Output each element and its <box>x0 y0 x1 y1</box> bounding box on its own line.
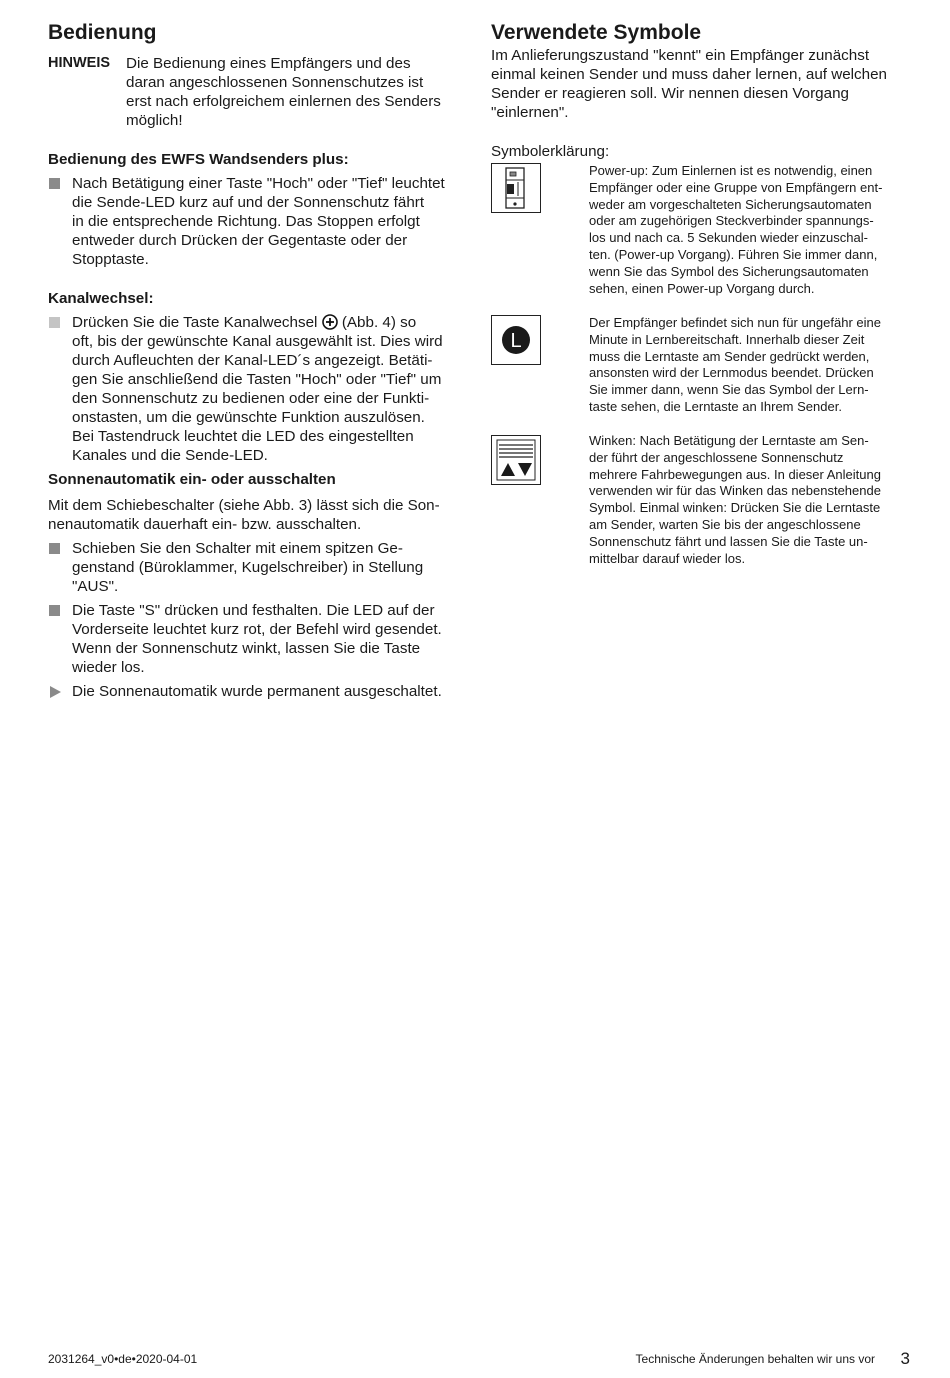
footer-notice: Technische Änderungen behalten wir uns vor <box>635 1352 875 1366</box>
text-line: Bei Tastendruck leuchtet die LED des eingestellten <box>72 428 414 445</box>
text-line: erst nach erfolgreichem einlernen des Senders <box>126 93 441 110</box>
hinweis-label: HINWEIS <box>48 55 111 71</box>
text-line: den Sonnenschutz zu bedienen oder eine der Funkti- <box>72 390 430 407</box>
text-line: Mit dem Schiebeschalter (siehe Abb. 3) lässt sich die Son- <box>48 497 440 514</box>
result-item <box>48 682 468 701</box>
winken-shutter-icon <box>491 435 541 485</box>
list-item <box>48 601 468 677</box>
text-line: onstasten, um die gewünschte Funktion auszulösen. <box>72 409 425 426</box>
text-line: genstand (Büroklammer, Kugelschreiber) in Stellung <box>72 559 424 576</box>
text-line: "AUS". <box>72 578 119 595</box>
left-column <box>48 20 468 701</box>
text-line: Die Taste "S" drücken und festhalten. Die LED auf der <box>72 602 435 619</box>
text-line: mittelbar darauf wieder los. <box>589 550 746 566</box>
text-line: sehen, einen Power-up Vorgang durch. <box>589 280 815 296</box>
text-line: weder am vorgeschalteten Sicherungsautomaten <box>589 196 872 212</box>
learn-letter: L <box>510 330 522 352</box>
text-line: Empfänger oder eine Gruppe von Empfängern ent- <box>589 179 883 195</box>
text-line: ansonsten wird der Lernmodus beendet. Drücken <box>589 365 874 381</box>
list-item <box>48 539 468 596</box>
text-line: Sonnenschutz fährt und lassen Sie die Taste un- <box>589 533 868 549</box>
text-line: Kanales und die Sende-LED. <box>72 447 268 464</box>
text-line: ten. (Power-up Vorgang). Führen Sie immer dann, <box>589 246 878 262</box>
paragraph <box>48 496 468 534</box>
text-line: der führt der angeschlossene Sonnenschutz <box>589 449 844 465</box>
list-item <box>48 174 468 269</box>
text-line: muss die Lerntaste am Sender gedrückt werden, <box>589 348 870 364</box>
text-line: Vorderseite leuchtet kurz rot, der Befehl wird gesendet. <box>72 621 442 638</box>
hinweis-text <box>126 54 441 130</box>
text-line: mehrere Fahrbewegungen aus. In dieser Anleitung <box>589 466 881 482</box>
bullet-square-icon <box>49 178 60 189</box>
text-line: am Sender, warten Sie bis der angeschlossene <box>589 516 861 532</box>
result-arrow-icon <box>50 686 61 698</box>
text-line <box>72 313 443 332</box>
text-line: Sender er reagieren soll. Wir nennen diesen Vorgang <box>491 85 849 102</box>
text-line: möglich! <box>126 112 183 129</box>
text-line: oder am zugehörigen Steckverbinder spannungs- <box>589 213 874 229</box>
text-line: los und nach ca. 5 Sekunden wieder einzuschal- <box>589 230 868 246</box>
text-line: wenn Sie das Symbol des Sicherungsautomaten <box>589 263 869 279</box>
text-line: daran angeschlossenen Sonnenschutzes ist <box>126 74 424 91</box>
text-line: einmal keinen Sender und muss daher lernen, auf welchen <box>491 66 887 83</box>
section-title-ewfs: Bedienung des EWFS Wandsenders plus: <box>48 151 349 168</box>
symbol-description <box>589 433 914 567</box>
text-line: "einlernen". <box>491 104 569 121</box>
heading-verwendete-symbole: Verwendete Symbole <box>491 21 702 44</box>
text-line: Der Empfänger befindet sich nun für ungefähr eine <box>589 315 881 330</box>
text-line: Winken: Nach Betätigung der Lerntaste am Sen- <box>589 433 869 448</box>
bullet-square-icon <box>49 605 60 616</box>
text-line: Nach Betätigung einer Taste "Hoch" oder "Tief" leuchtet <box>72 175 445 192</box>
intro-paragraph <box>491 46 916 122</box>
text-line: die Sende-LED kurz auf und der Sonnenschutz fährt <box>72 194 425 211</box>
text-line: Minute in Lernbereitschaft. Innerhalb dieser Zeit <box>589 331 865 347</box>
circuit-breaker-icon <box>491 163 541 213</box>
section-title-kanalwechsel: Kanalwechsel: <box>48 290 154 307</box>
text-line: entweder durch Drücken der Gegentaste oder der <box>72 232 408 249</box>
text-line: nenautomatik dauerhaft ein- bzw. ausschalten. <box>48 516 362 533</box>
text-line: durch Aufleuchten der Kanal-LED´s angezeigt. Betäti- <box>72 352 433 369</box>
text-line: Im Anlieferungszustand "kennt" ein Empfänger zunächst <box>491 47 870 64</box>
text-line: taste sehen, die Lerntaste an Ihrem Sender. <box>589 398 842 414</box>
text-line: in die entsprechende Richtung. Das Stoppen erfolgt <box>72 213 420 230</box>
text-line: wieder los. <box>72 659 145 676</box>
right-column <box>491 20 916 566</box>
page-number: 3 <box>900 1349 910 1368</box>
bullet-square-icon <box>49 317 60 328</box>
text-line: gen Sie anschließend die Tasten "Hoch" oder "Tief" um <box>72 371 442 388</box>
symbol-description <box>589 315 914 416</box>
channel-change-plus-icon <box>322 314 338 330</box>
text-line: Symbol. Einmal winken: Drücken Sie die Lerntaste <box>589 500 881 516</box>
text-line: Die Sonnenautomatik wurde permanent ausgeschaltet. <box>72 683 442 700</box>
text-line: Power-up: Zum Einlernen ist es notwendig, einen <box>589 163 873 178</box>
legend-label: Symbolerklärung: <box>491 143 610 160</box>
text-segment: (Abb. 4) so <box>341 314 417 331</box>
footer-doc-id: 2031264_v0•de•2020-04-01 <box>48 1352 198 1366</box>
hinweis-note <box>48 54 468 130</box>
text-line: oft, bis der gewünschte Kanal ausgewählt ist. Dies wird <box>72 333 443 350</box>
text-line: verwenden wir für das Winken das nebenstehende <box>589 483 881 499</box>
list-item <box>48 313 468 465</box>
bullet-square-icon <box>49 543 60 554</box>
text-line: Die Bedienung eines Empfängers und des <box>126 55 411 72</box>
text-line: Sie immer dann, wenn Sie das Symbol der Lern- <box>589 382 869 398</box>
text-line: Wenn der Sonnenschutz winkt, lassen Sie die Taste <box>72 640 421 657</box>
symbol-description <box>589 163 914 297</box>
text-line: Schieben Sie den Schalter mit einem spitzen Ge- <box>72 540 403 557</box>
learn-button-icon <box>491 315 541 365</box>
text-segment: Drücken Sie die Taste Kanalwechsel <box>72 314 318 331</box>
text-line: Stopptaste. <box>72 251 149 268</box>
section-title-sonnenautomatik: Sonnenautomatik ein- oder ausschalten <box>48 471 336 488</box>
heading-bedienung: Bedienung <box>48 21 157 44</box>
